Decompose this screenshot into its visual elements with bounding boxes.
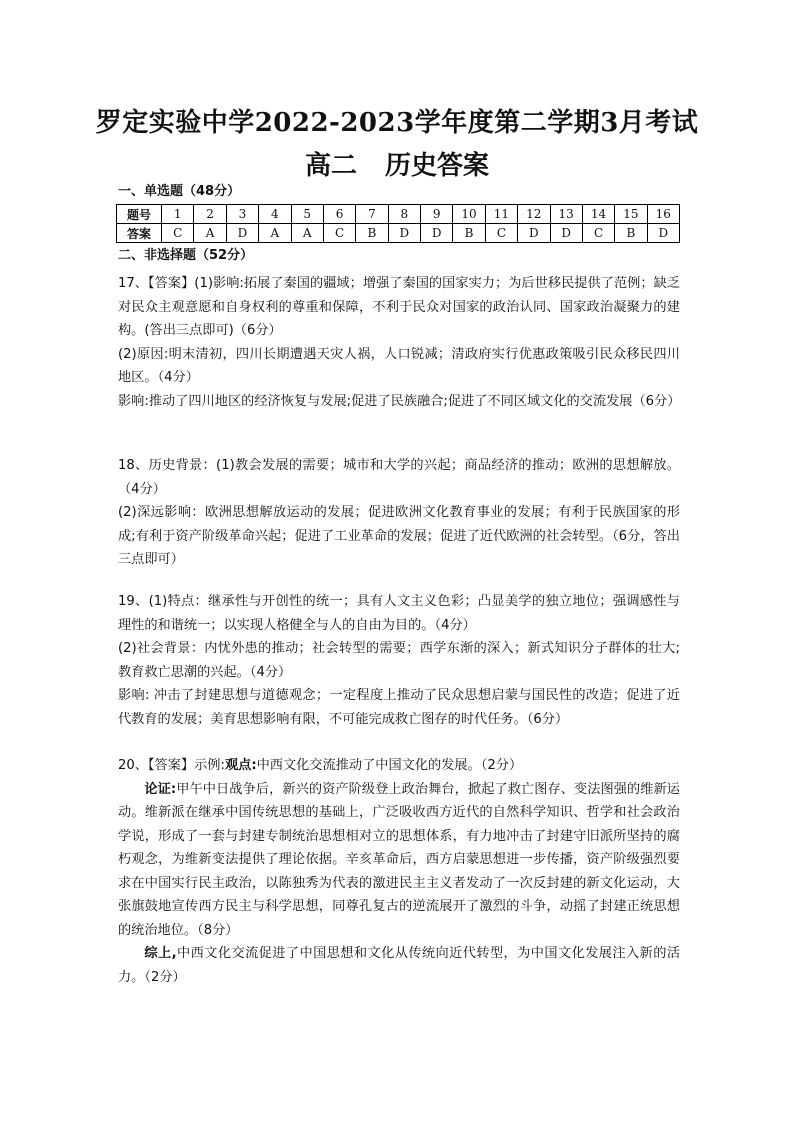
answer-20-conclusion xyxy=(118,942,680,989)
subtitle-grade: 高二 xyxy=(304,151,357,181)
answer-20-example: 示例: xyxy=(194,758,225,773)
answer-cell: D xyxy=(518,224,550,243)
answer-18 xyxy=(118,454,680,572)
answer-cell: A xyxy=(291,224,323,243)
answer-table xyxy=(116,204,680,243)
section-heading-choice: 一、单选题（48分） xyxy=(118,184,241,199)
answer-17-part2: (2)原因:明末清初，四川长期遭遇天灾人祸，人口锐减；清政府实行优惠政策吸引民众移民四川地区。（4分） xyxy=(118,346,680,385)
question-number: 4 xyxy=(259,205,291,224)
answer-17-influence-qin: (1)影响:拓展了秦国的疆域；增强了秦国的国家实力；为后世移民提供了范例；缺乏对民众主观意愿和自身权利的尊重和保障，不利于民众对国家的政治认同、国家政治凝聚力的建构。(答出三点即可)（6分） xyxy=(118,276,680,338)
viewpoint-label: 观点: xyxy=(224,758,257,773)
subtitle-subject: 历史答案 xyxy=(385,151,490,181)
question-number: 2 xyxy=(194,205,226,224)
answer-cell: A xyxy=(194,224,226,243)
answer-20-viewpoint xyxy=(118,754,680,778)
answer-20-argument xyxy=(118,778,680,943)
answer-cell: C xyxy=(323,224,355,243)
answer-19-part3: 影响: 冲击了封建思想与道德观念；一定程度上推动了民众思想启蒙与国民性的改造；促进了近代教育的发展；美育思想影响有限，不可能完成救亡图存的时代任务。（6分） xyxy=(118,688,680,727)
answer-cell: D xyxy=(550,224,582,243)
page-subtitle xyxy=(0,145,794,182)
number-row xyxy=(117,205,680,224)
question-number: 13 xyxy=(550,205,582,224)
answer-19-part1: 19、(1)特点：继承性与开创性的统一；具有人文主义色彩；凸显美学的独立地位；强调感性与理性的和谐统一；以实现人格健全与人的自由为目的。（4分） xyxy=(118,594,680,633)
answer-cell: A xyxy=(259,224,291,243)
answer-cell: C xyxy=(162,224,194,243)
question-number: 1 xyxy=(162,205,194,224)
answer-row xyxy=(117,224,680,243)
answer-17 xyxy=(118,272,680,413)
answer-cell: B xyxy=(453,224,485,243)
question-number: 7 xyxy=(356,205,388,224)
answer-20-label: 20、【答案】 xyxy=(118,758,195,773)
answer-cell: C xyxy=(485,224,517,243)
answer-18-part1: 18、历史背景：(1)教会发展的需要；城市和大学的兴起；商品经济的推动；欧洲的思想解放。（4分） xyxy=(118,458,680,497)
argument-text: 甲午中日战争后，新兴的资产阶级登上政治舞台，掀起了救亡图存、变法图强的维新运动。维新派在继承中国传统思想的基础上，广泛吸收西方近代的自然科学知识、哲学和社会政治学说，形成了一套与封建专制统治思想相对立的思想体系，有力地冲击了封建守旧派所坚持的腐朽观念，为维新变法提供了理论依据。辛亥革命后，西方启蒙思想进一步传播，资产阶级强烈要求在中国实行民主政治，以陈独秀为代表的激进民主主义者发动了一次反封建的新文化运动，大张旗鼓地宣传西方民主与科学思想，同尊孔复古的逆流展开了激烈的斗争，动摇了封建正统思想的统治地位。（8分） xyxy=(118,781,680,938)
answer-17-part3: 影响:推动了四川地区的经济恢复与发展;促进了民族融合;促进了不同区域文化的交流发展（6分） xyxy=(118,393,681,409)
section-heading-nonchoice: 二、非选择题（52分） xyxy=(118,248,254,263)
question-number: 5 xyxy=(291,205,323,224)
conclusion-label: 综上, xyxy=(144,946,177,961)
number-row-label: 题号 xyxy=(117,205,162,224)
answer-19-part2: (2)社会背景：内忧外患的推动；社会转型的需要；西学东渐的深入；新式知识分子群体的壮大;教育救亡思潮的兴起。（4分） xyxy=(118,641,680,680)
argument-label: 论证: xyxy=(144,781,177,797)
answer-cell: D xyxy=(388,224,420,243)
question-number: 16 xyxy=(647,205,679,224)
page-title: 罗定实验中学2022-2023学年度第二学期3月考试 xyxy=(95,108,699,138)
answer-row-label: 答案 xyxy=(117,224,162,243)
answer-17-part1 xyxy=(118,272,680,343)
conclusion-text: 中西文化交流促进了中国思想和文化从传统向近代转型，为中国文化发展注入新的活力。（2分） xyxy=(118,946,681,985)
question-number: 12 xyxy=(518,205,550,224)
answer-cell: D xyxy=(647,224,679,243)
answer-cell: B xyxy=(356,224,388,243)
answer-20 xyxy=(118,754,680,989)
question-number: 14 xyxy=(582,205,614,224)
answer-cell: B xyxy=(615,224,647,243)
answer-17-label: 17、【答案】 xyxy=(118,276,195,291)
question-number: 8 xyxy=(388,205,420,224)
answer-18-part2: (2)深远影响：欧洲思想解放运动的发展；促进欧洲文化教育事业的发展；有利于民族国家的形成;有利于资产阶级革命兴起；促进了工业革命的发展；促进了近代欧洲的社会转型。（6分，答出三点即可） xyxy=(118,505,680,567)
question-number: 6 xyxy=(323,205,355,224)
answer-19 xyxy=(118,590,680,731)
question-number: 9 xyxy=(421,205,453,224)
question-number: 11 xyxy=(485,205,517,224)
answer-cell: D xyxy=(421,224,453,243)
answer-cell: D xyxy=(226,224,258,243)
question-number: 10 xyxy=(453,205,485,224)
question-number: 3 xyxy=(226,205,258,224)
viewpoint-text: 中西文化交流推动了中国文化的发展。（2分） xyxy=(256,758,523,773)
answer-cell: C xyxy=(582,224,614,243)
question-number: 15 xyxy=(615,205,647,224)
